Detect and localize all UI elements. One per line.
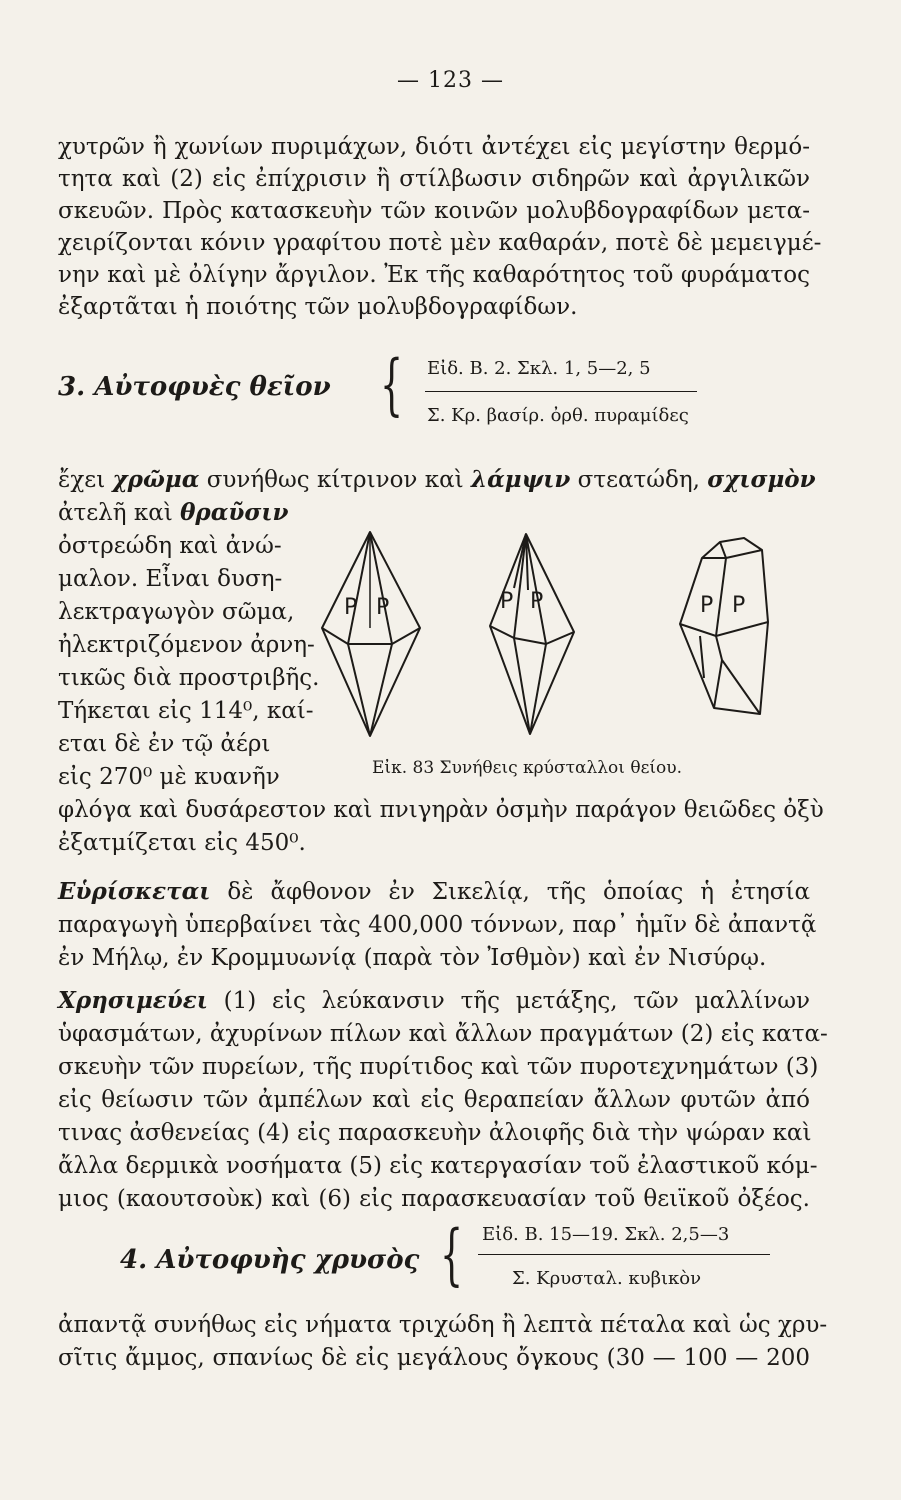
text-line: ἐξατμίζεται εἰς 450⁰. [58, 830, 306, 856]
text-line: ἔχει χρῶμα συνήθως κίτρινον καὶ λάμψιν στεατώδη, σχισμὸν [58, 466, 816, 493]
section-heading-sulfur: 3. Αὐτοφυὲς θεῖον [58, 372, 331, 402]
keyword-cleavage: σχισμὸν [707, 466, 816, 493]
face-label: P [500, 589, 514, 614]
text-line: ἀτελῆ καὶ θραῦσιν [58, 499, 289, 526]
crystal-truncated-dipyramid [490, 534, 574, 734]
page-number: — 123 — [397, 68, 504, 93]
text-line: σκευὴν τῶν πυρείων, τῆς πυρίτιδος καὶ τῶν πυροτεχνημάτων (3) [58, 1054, 819, 1080]
text-line: τητα καὶ (2) εἰς ἐπίχρισιν ἢ στίλβωσιν σιδηρῶν καὶ ἀργιλικῶν [58, 166, 810, 192]
text-line: ἀπαντᾷ συνήθως εἰς νήματα τριχώδη ἢ λεπτὰ πέταλα καὶ ὡς χρυ- [58, 1312, 828, 1338]
text-line: εἰς 270⁰ μὲ κυανῆν [58, 764, 280, 790]
text-line: σῖτις ἄμμος, σπανίως δὲ εἰς μεγάλους ὄγκους (30 — 100 — 200 [58, 1345, 810, 1371]
text-line: ἄλλα δερμικὰ νοσήματα (5) εἰς κατεργασίαν τοῦ ἐλαστικοῦ κόμ- [58, 1153, 818, 1179]
text-line: εἰς θείωσιν τῶν ἀμπέλων καὶ εἰς θεραπείαν ἄλλων φυτῶν ἀπό [58, 1087, 810, 1113]
text-line: ἐν Μήλῳ, ἐν Κρομμυωνίᾳ (παρὰ τὸν Ἰσθμὸν) καὶ ἐν Νισύρῳ. [58, 945, 767, 971]
mineral-info-line: Εἰδ. Β. 2. Σκλ. 1, 5—2, 5 [427, 358, 651, 379]
text-line: μιος (καουτσοὺκ) καὶ (6) εἰς παρασκευασίαν τοῦ θειϊκοῦ ὀξέος. [58, 1186, 810, 1212]
face-label: P [530, 589, 544, 614]
face-label: P [344, 595, 358, 620]
mineral-info-line: Εἰδ. Β. 15—19. Σκλ. 2,5—3 [482, 1224, 730, 1245]
crystal-dipyramid [322, 532, 420, 736]
keyword-found: Εὑρίσκεται [58, 878, 211, 905]
text-line: χειρίζονται κόνιν γραφίτου ποτὲ μὲν καθαράν, ποτὲ δὲ μεμειγμέ- [58, 230, 822, 256]
text-line: σκευῶν. Πρὸς κατασκευὴν τῶν κοινῶν μολυβδογραφίδων μετα- [58, 198, 810, 224]
section-heading-gold: 4. Αὐτοφυὴς χρυσὸς [120, 1245, 420, 1275]
text-line: εται δὲ ἐν τῷ ἀέρι [58, 731, 271, 757]
keyword-color: χρῶμα [112, 466, 200, 493]
text-line: παραγωγὴ ὑπερβαίνει τὰς 400,000 τόννων, παρ᾽ ἡμῖν δὲ ἀπαντᾷ [58, 912, 817, 938]
face-label: P [732, 593, 746, 618]
text-line: μαλον. Εἶναι δυση- [58, 566, 283, 592]
face-label: P [700, 593, 714, 618]
figure-caption: Εἰκ. 83 Συνήθεις κρύσταλλοι θείου. [372, 758, 683, 778]
brace-icon: { [440, 1216, 464, 1293]
face-label: P [376, 595, 390, 620]
info-divider [425, 391, 697, 392]
text-line: Χρησιμεύει (1) εἰς λεύκανσιν τῆς μετάξης, τῶν μαλλίνων [58, 987, 810, 1014]
keyword-uses: Χρησιμεύει [58, 987, 208, 1014]
brace-icon: { [380, 346, 404, 423]
crystal-figure [318, 528, 803, 753]
text-line: νην καὶ μὲ ὀλίγην ἄργιλον. Ἐκ τῆς καθαρότητος τοῦ φυράματος [58, 262, 810, 288]
text-line: Εὑρίσκεται δὲ ἄφθονον ἐν Σικελίᾳ, τῆς ὁποίας ἡ ἐτησία [58, 878, 810, 905]
text-line: ὑφασμάτων, ἀχυρίνων πίλων καὶ ἄλλων πραγμάτων (2) εἰς κατα- [58, 1021, 828, 1047]
text-line: χυτρῶν ἢ χωνίων πυριμάχων, διότι ἀντέχει εἰς μεγίστην θερμό- [58, 134, 810, 160]
text-line: Τήκεται εἰς 114⁰, καί- [58, 698, 314, 724]
crystal-prismatic [680, 538, 768, 714]
mineral-info-line: Σ. Κρυσταλ. κυβικὸν [512, 1268, 702, 1289]
text-line: ἠλεκτριζόμενον ἀρνη- [58, 632, 315, 658]
text-line: τικῶς διὰ προστριβῆς. [58, 665, 320, 691]
info-divider [478, 1254, 770, 1255]
keyword-fracture: θραῦσιν [180, 499, 289, 526]
text-line: ὀστρεώδη καὶ ἀνώ- [58, 533, 282, 559]
keyword-luster: λάμψιν [470, 466, 571, 493]
text-line: λεκτραγωγὸν σῶμα, [58, 599, 295, 625]
text-line: τινας ἀσθενείας (4) εἰς παρασκευὴν ἀλοιφῆς διὰ τὴν ψώραν καὶ [58, 1120, 812, 1146]
text-line: φλόγα καὶ δυσάρεστον καὶ πνιγηρὰν ὀσμὴν παράγον θειῶδες ὀξὺ [58, 797, 824, 823]
mineral-info-line: Σ. Κρ. βασίρ. ὀρθ. πυραμίδες [427, 405, 689, 426]
text-line: ἐξαρτᾶται ἡ ποιότης τῶν μολυβδογραφίδων. [58, 294, 578, 320]
